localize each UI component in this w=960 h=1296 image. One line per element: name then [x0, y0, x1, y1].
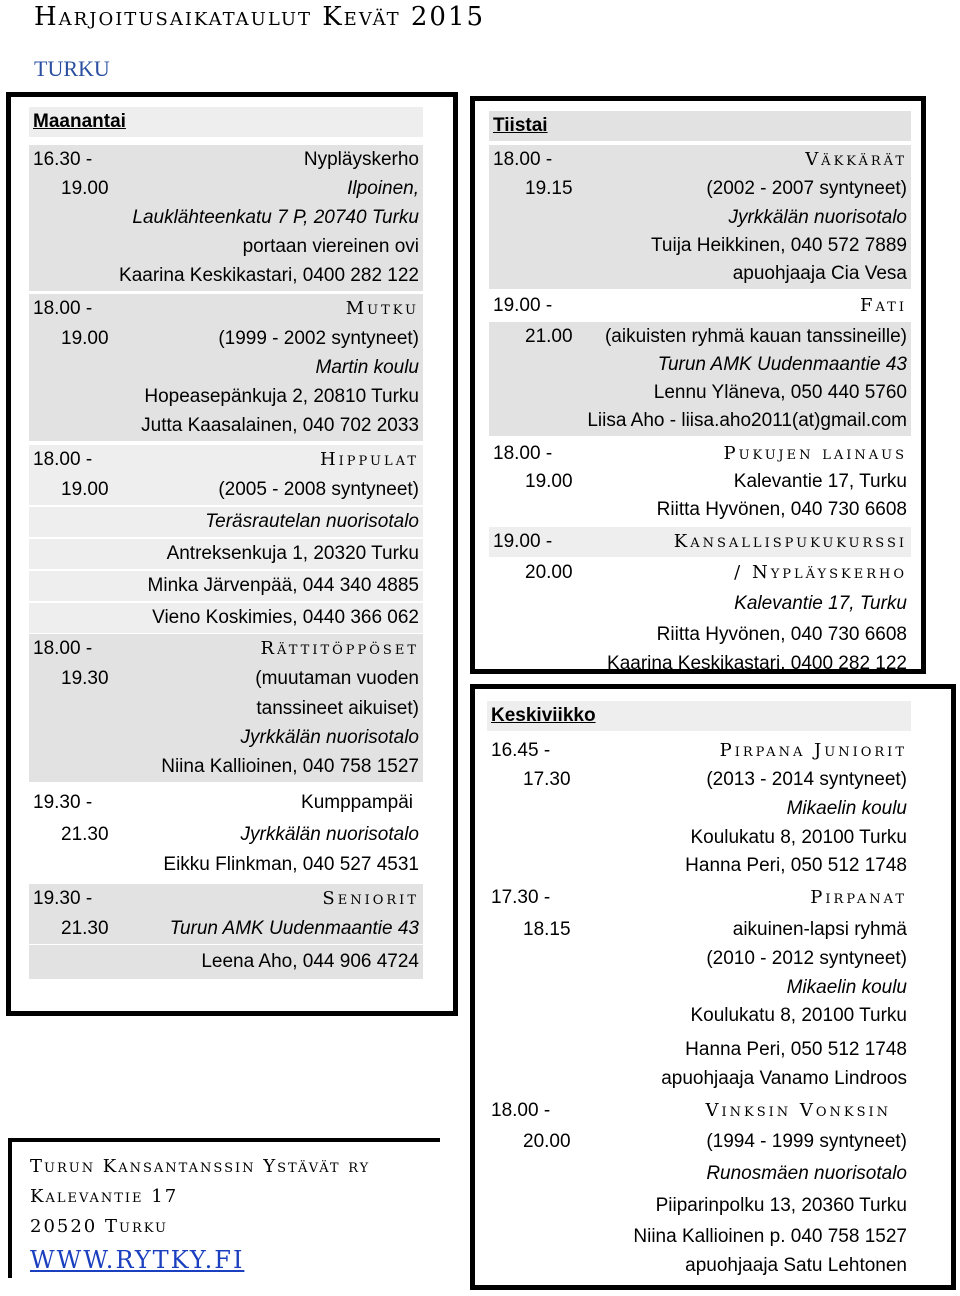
address: Piiparinpolku 13, 20360 Turku [655, 1195, 907, 1216]
contact: Liisa Aho - liisa.aho2011(at)gmail.com [587, 410, 907, 431]
time-start: 19.30 - [33, 792, 93, 813]
schedule-row [487, 1159, 911, 1189]
note: aikuinen-lapsi ryhmä [732, 919, 907, 940]
venue: Teräsrautelan nuorisotalo [205, 511, 419, 532]
schedule-row [489, 145, 911, 175]
schedule-row [29, 752, 423, 782]
time-start: 18.00 - [33, 638, 93, 659]
contact: Kaarina Keskikastari, 0400 282 122 [119, 265, 419, 286]
schedule-row [487, 944, 911, 974]
group-name: Pirpanat [810, 887, 907, 908]
time-end: 18.15 [523, 919, 571, 940]
contact: Lennu Yläneva, 050 440 5760 [653, 382, 907, 403]
schedule-row [29, 145, 423, 175]
venue: Runosmäen nuorisotalo [706, 1163, 907, 1184]
contact: Kaarina Keskikastari, 0400 282 122 [607, 653, 907, 674]
time-start: 16.45 - [491, 740, 551, 761]
city-label: TURKU [34, 56, 110, 81]
group-name: Fati [860, 295, 907, 316]
schedule-row [487, 851, 911, 881]
address: Antreksenkuja 1, 20320 Turku [166, 543, 419, 564]
schedule-row [489, 259, 911, 289]
schedule-row [489, 291, 911, 321]
contact: Niina Kallioinen p. 040 758 1527 [633, 1226, 907, 1247]
contact: Niina Kallioinen, 040 758 1527 [161, 756, 419, 777]
schedule-row [489, 174, 911, 204]
schedule-row [29, 820, 423, 850]
contact: Riitta Hyvönen, 040 730 6608 [656, 499, 907, 520]
group-name: Väkkärät [805, 149, 907, 170]
age-range: (1999 - 2002 syntyneet) [218, 328, 419, 349]
contact: apuohjaaja Cia Vesa [732, 263, 907, 284]
schedule-row [29, 603, 423, 633]
schedule-row [487, 883, 911, 913]
tuesday-panel [470, 96, 926, 674]
schedule-row [489, 406, 911, 436]
schedule-row [29, 723, 423, 753]
time-end: 19.00 [61, 479, 109, 500]
age-range: (2002 - 2007 syntyneet) [706, 178, 907, 199]
time-start: 18.00 - [33, 449, 93, 470]
schedule-row [487, 973, 911, 1003]
day-heading-row [489, 111, 911, 141]
group-name: Mutku [345, 298, 419, 319]
page-title: Harjoitusaikataulut Kevät 2015 [34, 2, 486, 32]
time-start: 18.00 - [493, 149, 553, 170]
venue: Kalevantie 17, Turku [733, 471, 907, 492]
time-start: 18.00 - [493, 443, 553, 464]
venue: Jyrkkälän nuorisotalo [728, 207, 907, 228]
group-name: Nypläyskerho [303, 149, 419, 170]
time-end: 19.00 [525, 471, 573, 492]
schedule-row [487, 765, 911, 795]
schedule-row [487, 1064, 911, 1094]
schedule-row [29, 664, 423, 694]
venue: Jyrkkälän nuorisotalo [240, 727, 419, 748]
note: tanssineet aikuiset) [256, 698, 419, 719]
schedule-row [29, 353, 423, 383]
note: portaan viereinen ovi [242, 236, 419, 257]
time-start: 17.30 - [491, 887, 551, 908]
schedule-row [487, 915, 911, 945]
schedule-row [29, 174, 423, 204]
schedule-row [489, 589, 911, 619]
schedule-row [489, 620, 911, 650]
schedule-row [489, 649, 911, 679]
time-end: 19.15 [525, 178, 573, 199]
wednesday-panel [470, 684, 956, 1290]
org-postal: 20520 Turku [30, 1216, 168, 1237]
organization-footer [8, 1138, 440, 1278]
time-end: 19.30 [61, 668, 109, 689]
time-start: 18.00 - [491, 1100, 551, 1121]
contact: Eikku Flinkman, 040 527 4531 [163, 854, 419, 875]
schedule-row [29, 445, 423, 475]
org-street: Kalevantie 17 [30, 1186, 179, 1207]
schedule-row [489, 350, 911, 380]
schedule-row [29, 324, 423, 354]
age-range: (1994 - 1999 syntyneet) [706, 1131, 907, 1152]
org-name: Turun Kansantanssin Ystävät ry [30, 1156, 371, 1177]
contact: apuohjaaja Vanamo Lindroos [661, 1068, 907, 1089]
schedule-row [489, 495, 911, 525]
age-range: (2010 - 2012 syntyneet) [706, 948, 907, 969]
group-name: Pukujen lainaus [723, 443, 907, 464]
schedule-row [29, 571, 423, 601]
schedule-row [489, 378, 911, 408]
schedule-row [487, 1035, 911, 1065]
schedule-row [489, 231, 911, 261]
age-range: (2005 - 2008 syntyneet) [218, 479, 419, 500]
monday-panel [6, 92, 458, 1016]
schedule-row [29, 203, 423, 233]
schedule-row [29, 788, 423, 818]
contact: Hanna Peri, 050 512 1748 [685, 1039, 907, 1060]
contact: Hanna Peri, 050 512 1748 [685, 855, 907, 876]
time-end: 21.00 [525, 326, 573, 347]
day-heading: Tiistai [493, 115, 548, 136]
schedule-row [487, 794, 911, 824]
venue: Turun AMK Uudenmaantie 43 [169, 918, 419, 939]
time-end: 20.00 [523, 1131, 571, 1152]
venue: Kalevantie 17, Turku [734, 593, 907, 614]
schedule-row [487, 1191, 911, 1221]
group-name: Vinksin Vonksin [705, 1100, 891, 1121]
schedule-row [29, 914, 423, 944]
schedule-row [487, 1222, 911, 1252]
schedule-row [489, 527, 911, 557]
venue: Jyrkkälän nuorisotalo [240, 824, 419, 845]
contact: Jutta Kaasalainen, 040 702 2033 [141, 415, 419, 436]
schedule-row [29, 232, 423, 262]
time-end: 17.30 [523, 769, 571, 790]
contact: apuohjaaja Satu Lehtonen [685, 1255, 907, 1276]
group-name: Kumppampäi [301, 792, 413, 813]
time-start: 19.30 - [33, 888, 93, 909]
schedule-row [29, 294, 423, 324]
address: Lauklähteenkatu 7 P, 20740 Turku [132, 207, 419, 228]
time-start: 19.00 - [493, 531, 553, 552]
schedule-row [487, 1127, 911, 1157]
age-range: (muutaman vuoden [255, 668, 419, 689]
schedule-row [29, 507, 423, 537]
schedule-row [29, 694, 423, 724]
schedule-row [489, 322, 911, 352]
schedule-row [29, 539, 423, 569]
time-end: 21.30 [61, 918, 109, 939]
schedule-row [487, 1096, 911, 1126]
age-range: (2013 - 2014 syntyneet) [706, 769, 907, 790]
group-name: Hippulat [319, 449, 419, 470]
age-range: (aikuisten ryhmä kauan tanssineille) [604, 326, 907, 347]
group-name: Seniorit [322, 888, 419, 909]
group-name: / Nypläyskerho [734, 562, 907, 583]
schedule-row [29, 850, 423, 880]
day-heading-row [487, 701, 911, 731]
schedule-row [487, 736, 911, 766]
schedule-row [489, 558, 911, 588]
contact: Minka Järvenpää, 044 340 4885 [147, 575, 419, 596]
venue: Martin koulu [315, 357, 419, 378]
time-start: 18.00 - [33, 298, 93, 319]
contact: Vieno Koskimies, 0440 366 062 [152, 607, 419, 628]
schedule-row [29, 475, 423, 505]
schedule-row [489, 203, 911, 233]
schedule-row [29, 261, 423, 291]
day-heading: Maanantai [33, 111, 126, 132]
contact: Tuija Heikkinen, 040 572 7889 [651, 235, 907, 256]
schedule-row [29, 634, 423, 664]
venue: Ilpoinen, [347, 178, 419, 199]
venue: Turun AMK Uudenmaantie 43 [657, 354, 907, 375]
schedule-row [29, 411, 423, 441]
schedule-row [29, 884, 423, 914]
address: Koulukatu 8, 20100 Turku [690, 827, 907, 848]
group-name: Rättitöppöset [260, 638, 419, 659]
website-link[interactable]: WWW.RYTKY.FI [30, 1246, 245, 1274]
schedule-row [29, 945, 423, 979]
group-name: Kansallispukukurssi [673, 531, 907, 552]
day-heading: Keskiviikko [491, 705, 596, 726]
address: Hopeasepänkuja 2, 20810 Turku [144, 386, 419, 407]
day-heading-row [29, 107, 423, 137]
time-start: 16.30 - [33, 149, 93, 170]
schedule-row [487, 823, 911, 853]
time-end: 19.00 [61, 328, 109, 349]
contact: Leena Aho, 044 906 4724 [201, 951, 419, 972]
group-name: Pirpana Juniorit [719, 740, 907, 761]
venue: Mikaelin koulu [786, 977, 907, 998]
schedule-row [489, 439, 911, 469]
time-end: 21.30 [61, 824, 109, 845]
address: Koulukatu 8, 20100 Turku [690, 1005, 907, 1026]
time-end: 19.00 [61, 178, 109, 199]
schedule-row [487, 1251, 911, 1281]
schedule-row [489, 467, 911, 497]
schedule-row [29, 382, 423, 412]
time-end: 20.00 [525, 562, 573, 583]
venue: Mikaelin koulu [786, 798, 907, 819]
time-start: 19.00 - [493, 295, 553, 316]
schedule-row [487, 1001, 911, 1031]
contact: Riitta Hyvönen, 040 730 6608 [656, 624, 907, 645]
